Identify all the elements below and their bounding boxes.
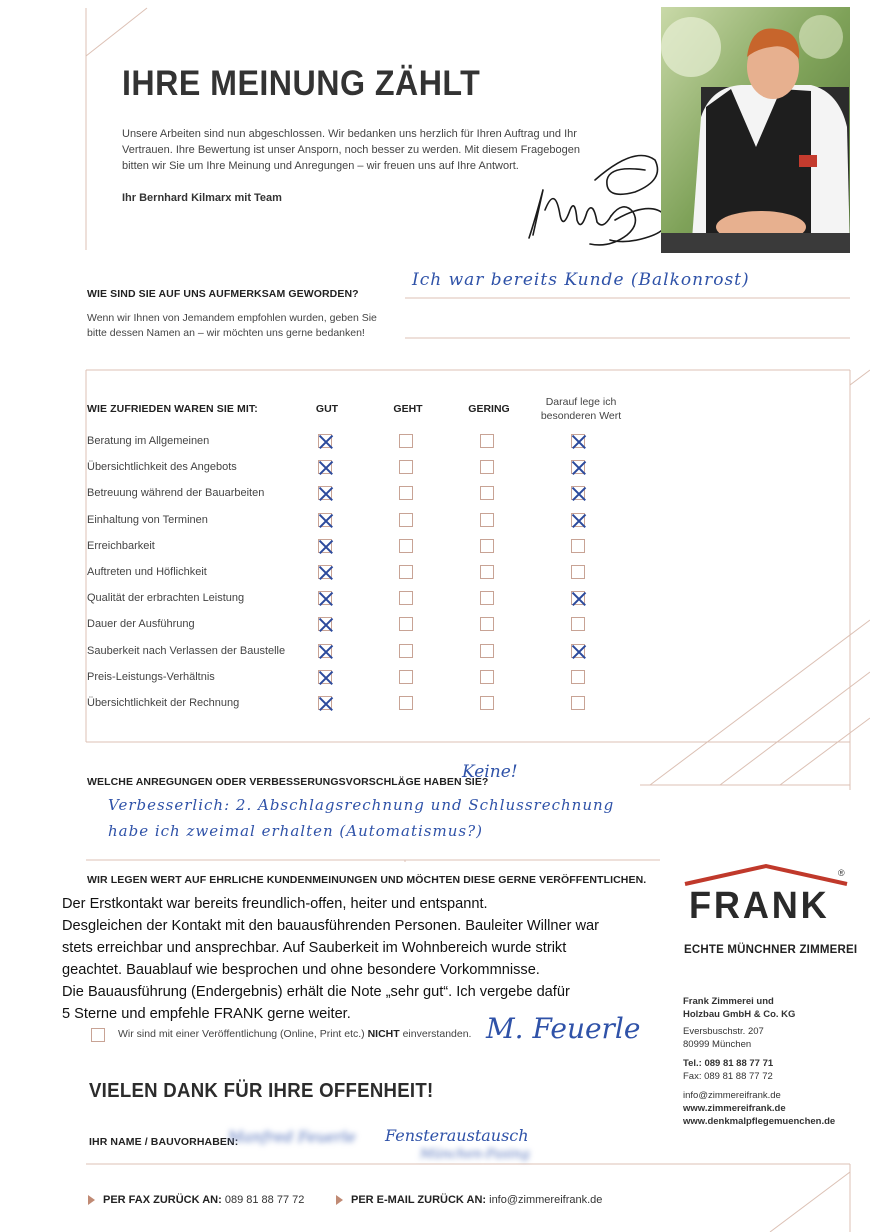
name-value-redacted[interactable]: Manfred Feuerle <box>228 1128 356 1146</box>
rating-row-label: Sauberkeit nach Verlassen der Baustelle <box>87 644 286 657</box>
rating-label: WIE ZUFRIEDEN WAREN SIE MIT: <box>87 403 258 415</box>
owner-photo <box>661 7 850 253</box>
rating-checkbox[interactable] <box>571 513 585 527</box>
col-head-gering: GERING <box>468 403 510 415</box>
company-info <box>683 995 835 1128</box>
footer-fax <box>88 1194 304 1206</box>
rating-checkbox[interactable] <box>399 434 413 448</box>
consent-text <box>118 1027 471 1042</box>
rating-checkbox[interactable] <box>318 565 332 579</box>
rating-row-label: Dauer der Ausführung <box>87 618 195 631</box>
mail-value[interactable]: info@zimmereifrank.de <box>489 1194 603 1206</box>
arrow-icon <box>88 1195 95 1205</box>
col-head-gut: GUT <box>315 403 339 415</box>
fax-label: PER FAX ZURÜCK AN: <box>103 1194 222 1206</box>
rating-checkbox[interactable] <box>571 644 585 658</box>
name-value[interactable]: Fensteraustausch <box>385 1126 529 1145</box>
rating-checkbox[interactable] <box>480 670 494 684</box>
rating-checkbox[interactable] <box>571 591 585 605</box>
thanks-heading: VIELEN DANK FÜR IHRE OFFENHEIT! <box>89 1080 434 1102</box>
logo-tagline: ECHTE MÜNCHNER ZIMMEREI <box>684 944 858 956</box>
consent-checkbox[interactable] <box>91 1028 105 1042</box>
intro-text: Unsere Arbeiten sind nun abgeschlossen. Wir bedanken uns herzlich für Ihren Auftrag und Ihr Vertrauen. Ihre Bewertung ist unser Ansporn, noch besser zu werden. Mit diesem Fragebogen bitten wir Sie um Ihre Meinung und Anregungen – wir freuen uns auf Ihre Antwort. <box>122 128 580 172</box>
rating-checkbox[interactable] <box>480 591 494 605</box>
company-web-2[interactable]: www.denkmalpflegemuenchen.de <box>683 1116 836 1127</box>
rating-checkbox[interactable] <box>318 617 332 631</box>
rating-checkbox[interactable] <box>571 696 585 710</box>
name-label: IHR NAME / BAUVORHABEN: <box>89 1136 239 1148</box>
rating-checkbox[interactable] <box>480 696 494 710</box>
consent-post: einverstanden. <box>399 1028 472 1040</box>
col-head-wert: Darauf lege ich besonderen Wert <box>540 396 622 422</box>
rating-checkbox[interactable] <box>480 539 494 553</box>
mail-label: PER E-MAIL ZURÜCK AN: <box>351 1194 487 1206</box>
rating-row-label: Preis-Leistungs-Verhältnis <box>87 670 215 683</box>
rating-checkbox[interactable] <box>399 565 413 579</box>
q1-answer[interactable]: Ich war bereits Kunde (Balkonrost) <box>412 270 750 290</box>
rating-checkbox[interactable] <box>318 539 332 553</box>
rating-checkbox[interactable] <box>318 486 332 500</box>
rating-checkbox[interactable] <box>318 644 332 658</box>
rating-checkbox[interactable] <box>318 513 332 527</box>
rating-checkbox[interactable] <box>571 434 585 448</box>
review-line: geachtet. Bauablauf wie besprochen und ohne besondere Vorkommnisse. <box>62 962 540 978</box>
rating-checkbox[interactable] <box>318 696 332 710</box>
rating-checkbox[interactable] <box>318 670 332 684</box>
rating-checkbox[interactable] <box>480 434 494 448</box>
company-name-1: Frank Zimmerei und <box>683 996 774 1007</box>
company-web-1[interactable]: www.zimmereifrank.de <box>683 1103 786 1114</box>
rating-row-label: Auftreten und Höflichkeit <box>87 566 207 578</box>
rating-checkbox[interactable] <box>318 591 332 605</box>
rating-checkbox[interactable] <box>480 486 494 500</box>
owner-signature <box>515 140 675 255</box>
fax-value: 089 81 88 77 72 <box>224 1194 305 1206</box>
company-fax: Fax: 089 81 88 77 72 <box>683 1071 773 1082</box>
review-line: Desgleichen der Kontakt mit den bauausführenden Personen. Bauleiter Willner war <box>62 918 600 934</box>
rating-checkbox[interactable] <box>480 644 494 658</box>
company-tel: Tel.: 089 81 88 77 71 <box>683 1058 774 1069</box>
rating-checkbox[interactable] <box>480 460 494 474</box>
rating-checkbox[interactable] <box>571 486 585 500</box>
rating-row-label: Erreichbarkeit <box>87 539 155 552</box>
review-line: Die Bauausführung (Endergebnis) erhält die Note „sehr gut“. Ich vergebe dafür <box>62 984 570 1000</box>
rating-checkbox[interactable] <box>399 670 413 684</box>
consent-pre: Wir sind mit einer Veröffentlichung (Online, Print etc.) <box>118 1028 368 1040</box>
rating-checkbox[interactable] <box>399 591 413 605</box>
rating-checkbox[interactable] <box>571 565 585 579</box>
customer-signature: M. Feuerle <box>486 1012 641 1045</box>
rating-checkbox[interactable] <box>399 460 413 474</box>
signoff: Ihr Bernhard Kilmarx mit Team <box>122 192 282 204</box>
rating-checkbox[interactable] <box>318 434 332 448</box>
q2-answer-2[interactable]: Verbesserlich: 2. Abschlagsrechnung und Schlussrechnung <box>108 796 615 814</box>
rating-checkbox[interactable] <box>571 460 585 474</box>
rating-checkbox[interactable] <box>399 539 413 553</box>
q2-answer-3[interactable]: habe ich zweimal erhalten (Automatismus?) <box>108 822 483 840</box>
rating-checkbox[interactable] <box>571 617 585 631</box>
q2-label: WELCHE ANREGUNGEN ODER VERBESSERUNGSVORSCHLÄGE HABEN SIE? <box>87 776 489 788</box>
rating-checkbox[interactable] <box>399 513 413 527</box>
registered-mark: ® <box>838 868 845 878</box>
review-line: stets erreichbar und ansprechbar. Auf Sauberkeit im Wohnbereich wurde strikt <box>62 940 567 956</box>
col-head-geht: GEHT <box>393 403 423 415</box>
company-city: 80999 München <box>683 1039 752 1050</box>
rating-row-label: Einhaltung von Terminen <box>87 513 208 526</box>
rating-checkbox[interactable] <box>480 565 494 579</box>
rating-checkbox[interactable] <box>399 644 413 658</box>
rating-checkbox[interactable] <box>318 460 332 474</box>
rating-row-label: Beratung im Allgemeinen <box>87 435 210 447</box>
frank-logo: FRANK <box>689 885 830 927</box>
rating-checkbox[interactable] <box>480 513 494 527</box>
rating-checkbox[interactable] <box>399 696 413 710</box>
review-line: 5 Sterne und empfehle FRANK gerne weiter. <box>62 1006 351 1022</box>
page-title: IHRE MEINUNG ZÄHLT <box>122 64 481 103</box>
rating-checkbox[interactable] <box>571 539 585 553</box>
q3-label: WIR LEGEN WERT AUF EHRLICHE KUNDENMEINUNGEN UND MÖCHTEN DIESE GERNE VERÖFFENTLICHEN. <box>87 874 647 886</box>
footer-mail <box>336 1194 602 1206</box>
q2-answer-1[interactable]: Keine! <box>462 762 518 782</box>
review-line: Der Erstkontakt war bereits freundlich-offen, heiter und entspannt. <box>62 896 488 912</box>
company-email[interactable]: info@zimmereifrank.de <box>683 1090 781 1101</box>
rating-row-label: Übersichtlichkeit des Angebots <box>87 461 237 474</box>
name-value-redacted-2: München-Pasing <box>420 1147 530 1162</box>
consent-bold: NICHT <box>367 1028 400 1040</box>
rating-checkbox[interactable] <box>571 670 585 684</box>
review-text <box>62 893 692 1025</box>
arrow-icon <box>336 1195 343 1205</box>
rating-row-label: Übersichtlichkeit der Rechnung <box>87 697 240 709</box>
q1-hint: Wenn wir Ihnen von Jemandem empfohlen wurden, geben Sie bitte dessen Namen an – wir möchten uns gerne bedanken! <box>87 312 377 339</box>
rating-row-label: Betreuung während der Bauarbeiten <box>87 487 265 500</box>
rating-checkbox[interactable] <box>399 486 413 500</box>
company-name-2: Holzbau GmbH & Co. KG <box>683 1009 796 1020</box>
rating-checkbox[interactable] <box>399 617 413 631</box>
q1-label: WIE SIND SIE AUF UNS AUFMERKSAM GEWORDEN? <box>87 288 359 300</box>
company-street: Eversbuschstr. 207 <box>683 1026 764 1037</box>
rating-row-label: Qualität der erbrachten Leistung <box>87 592 245 605</box>
rating-checkbox[interactable] <box>480 617 494 631</box>
